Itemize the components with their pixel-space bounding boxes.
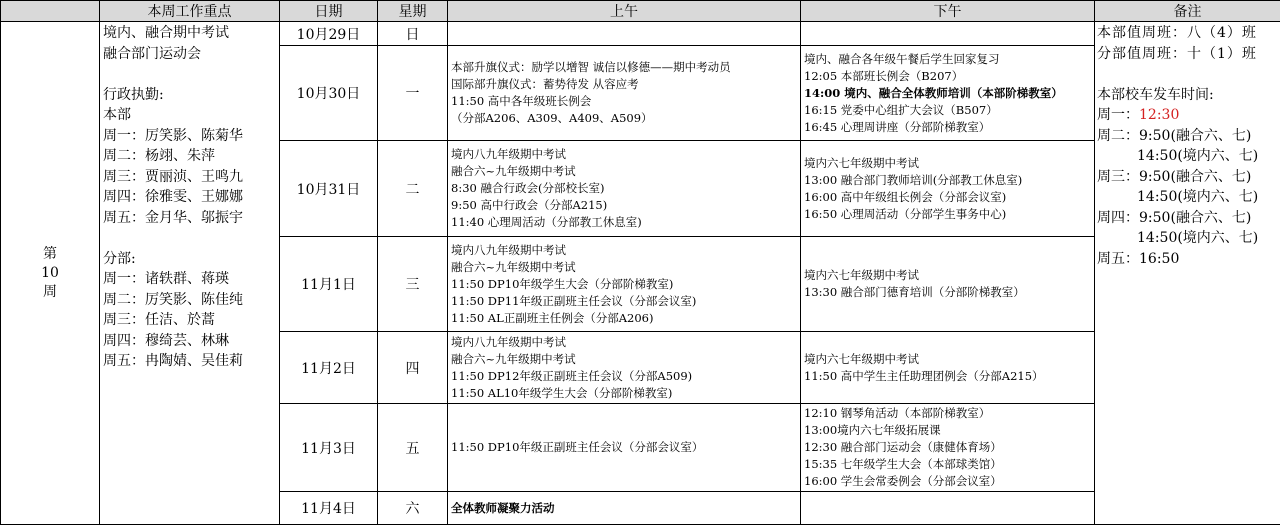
header-date: 日期 [280, 1, 378, 22]
event-line: 16:00 高中年级组长例会（分部会议室) [804, 189, 1007, 204]
event-line: 融合六~九年级期中考试 [451, 164, 576, 178]
date-cell: 11月2日 [280, 332, 378, 404]
morning-cell [448, 404, 801, 492]
bus-wednesday: 周三：9:50(融合六、七) [1097, 168, 1252, 185]
duty-title: 行政执勤: [103, 86, 164, 103]
event-line: 13:00境内六七年级拓展课 [804, 423, 941, 437]
event-line: 国际部升旗仪式：蓄势待发 从容应考 [451, 77, 639, 91]
bus-tuesday-2: 14:50(境内六、七) [1137, 148, 1259, 164]
event-line: 11:50 DP12年级正副班主任会议（分部A509) [451, 368, 693, 383]
bus-wednesday-2: 14:50(境内六、七) [1137, 189, 1259, 205]
bus-monday-time: 12:30 [1139, 107, 1180, 123]
header-blank [1, 1, 100, 22]
header-morning: 上午 [448, 1, 801, 22]
morning-cell [448, 22, 801, 46]
date-cell: 10月30日 [280, 46, 378, 141]
weekday-cell: 四 [378, 332, 448, 404]
main-campus-title: 本部 [103, 107, 131, 123]
duty-item: 周一：诸轶群、蒋瑛 [103, 271, 229, 287]
week-label: 第 10 周 [1, 22, 100, 525]
event-line: 13:00 融合部门教师培训(分部教工休息室) [804, 172, 1023, 187]
weekday-cell: 日 [378, 22, 448, 46]
focus-item: 境内、融合期中考试 [103, 25, 229, 41]
event-line: 16:00 学生会常委例会（分部会议室） [804, 474, 1002, 488]
duty-item: 周五：金月华、邬振宇 [103, 209, 243, 226]
event-line: 14:00 境内、融合全体教师培训（本部阶梯教室） [804, 85, 1063, 100]
morning-cell [448, 141, 801, 237]
bus-monday: 周一：12:30 [1097, 107, 1180, 123]
day-row [1, 22, 1280, 46]
bus-thursday-2: 14:50(境内六、七) [1137, 230, 1259, 246]
header-afternoon: 下午 [801, 1, 1095, 22]
event-line: 境内、融合各年级午餐后学生回家复习 [804, 51, 1000, 66]
bus-thursday: 周四：9:50(融合六、七) [1097, 209, 1252, 226]
event-line: 11:40 心理周活动（分部教工休息室) [451, 215, 642, 229]
event-line: 融合六~九年级期中考试 [451, 351, 576, 366]
event-line: 16:50 心理周活动（分部学生事务中心) [804, 206, 1007, 221]
event-line: 8:30 融合行政会(分部校长室) [451, 181, 605, 195]
date-cell: 10月29日 [280, 22, 378, 46]
morning-cell [448, 492, 801, 525]
event-line: 全体教师凝聚力活动 [451, 500, 555, 515]
event-line: 16:45 心理周讲座（分部阶梯教室） [804, 119, 991, 134]
event-line: 11:50 DP10年级学生大会（分部阶梯教室) [451, 276, 674, 291]
afternoon-cell [801, 404, 1095, 492]
notes-cell [1095, 22, 1280, 525]
afternoon-cell [801, 22, 1095, 46]
morning-cell [448, 332, 801, 404]
afternoon-cell [801, 332, 1095, 404]
bus-tuesday: 周二：9:50(融合六、七) [1097, 127, 1252, 144]
header-notes: 备注 [1095, 1, 1280, 22]
morning-cell [448, 46, 801, 141]
event-line: 13:30 融合部门德育培训（分部阶梯教室） [804, 285, 1025, 299]
duty-item: 周四：徐雅雯、王娜娜 [103, 189, 243, 205]
event-line: 境内六七年级期中考试 [804, 155, 919, 170]
branch-campus-title: 分部: [103, 250, 136, 267]
event-line: 11:50 高中各年级班长例会 [451, 94, 592, 108]
duty-item: 周二：杨翊、朱萍 [103, 148, 215, 164]
morning-cell [448, 237, 801, 332]
event-line: 12:05 本部班长例会（B207） [804, 68, 964, 83]
event-line: 本部升旗仪式：励学以增智 诚信以修德——期中考动员 [451, 60, 731, 74]
weekly-focus [100, 22, 280, 525]
duty-item: 周五：冉陶婧、吴佳莉 [103, 353, 243, 369]
event-line: 9:50 高中行政会（分部A215) [451, 198, 608, 212]
event-line: 融合六~九年级期中考试 [451, 259, 576, 274]
afternoon-cell [801, 492, 1095, 525]
event-line: 境内六七年级期中考试 [804, 351, 919, 366]
duty-item: 周一：厉笑影、陈菊华 [103, 127, 243, 144]
event-line: 12:30 融合部门运动会（康健体育场） [804, 440, 1002, 454]
duty-item: 周四：穆绮芸、林琳 [103, 332, 229, 349]
weekday-cell: 二 [378, 141, 448, 237]
event-line: 16:15 党委中心组扩大会议（B507） [804, 102, 998, 117]
event-line: 境内八九年级期中考试 [451, 147, 566, 161]
weekday-cell: 五 [378, 404, 448, 492]
event-line: 11:50 AL10年级学生大会（分部阶梯教室) [451, 385, 673, 400]
event-line: 境内六七年级期中考试 [804, 268, 919, 282]
event-line: 12:10 钢琴角活动（本部阶梯教室） [804, 406, 991, 420]
weekday-cell: 三 [378, 237, 448, 332]
duty-item: 周三：贾丽浈、王鸣九 [103, 168, 243, 185]
header-focus: 本周工作重点 [100, 1, 280, 22]
duty-item: 周三：任洁、於蒿 [103, 312, 215, 328]
date-cell: 10月31日 [280, 141, 378, 237]
event-line: 15:35 七年级学生大会（本部球类馆） [804, 457, 1002, 471]
bus-friday: 周五：16:50 [1097, 250, 1180, 267]
duty-item: 周二：厉笑影、陈佳纯 [103, 291, 243, 308]
duty-class-main: 本部值周班：八（4）班 [1097, 25, 1257, 41]
header-row [1, 1, 1280, 22]
weekday-cell: 一 [378, 46, 448, 141]
event-line: 11:50 DP10年级正副班主任会议（分部会议室） [451, 440, 704, 454]
event-line: 境内八九年级期中考试 [451, 334, 566, 349]
date-cell: 11月4日 [280, 492, 378, 525]
date-cell: 11月3日 [280, 404, 378, 492]
event-line: （分部A206、A309、A409、A509） [451, 111, 653, 125]
afternoon-cell [801, 237, 1095, 332]
bus-schedule-title: 本部校车发车时间: [1097, 86, 1214, 103]
event-line: 11:50 AL正副班主任例会（分部A206) [451, 310, 654, 325]
header-weekday: 星期 [378, 1, 448, 22]
event-line: 11:50 DP11年级正副班主任会议（分部会议室) [451, 293, 697, 308]
focus-item: 融合部门运动会 [103, 45, 201, 62]
afternoon-cell [801, 141, 1095, 237]
afternoon-cell [801, 46, 1095, 141]
event-line: 11:50 高中学生主任助理团例会（分部A215） [804, 368, 1044, 383]
event-line: 境内八九年级期中考试 [451, 242, 566, 257]
date-cell: 11月1日 [280, 237, 378, 332]
weekday-cell: 六 [378, 492, 448, 525]
duty-class-branch: 分部值周班：十（1）班 [1097, 45, 1257, 62]
